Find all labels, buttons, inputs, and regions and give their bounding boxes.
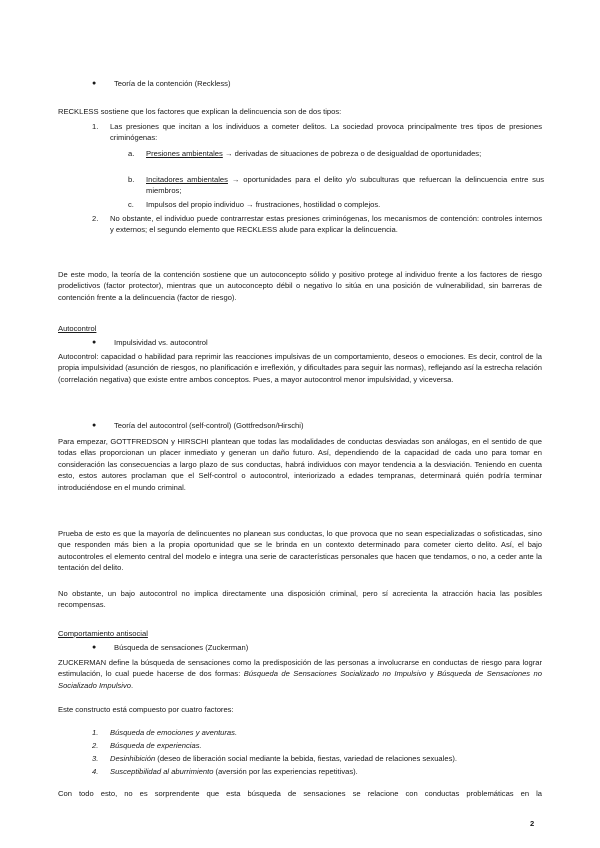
bullet-dot-icon: ● (92, 339, 97, 346)
factor-number: 3. (92, 754, 99, 763)
sub-text (146, 148, 544, 159)
gottfredson-paragraph: Para empezar, GOTTFREDSON y HIRSCHI plantean que todas las modalidades de conductas desviadas son análogas, en el sentido de que todas ellas proporcionan un placer inmediato y generan un daño futuro. Así, dependiendo de la capacidad de cada uno para tomar en consideración las consecuencias a largo plazo de sus conductas, habrá individuos con mayor tendencia a la desviación. Teniendo en cuenta esto, estos autores proclaman que el Self-control o autocontrol, interiorizado a edades tempranas, determinará quién podría terminar introduciéndose en el mundo criminal. (58, 437, 542, 492)
item-number: 1. (92, 122, 99, 131)
item-number: 2. (92, 214, 99, 223)
sub-rest: → derivadas de situaciones de pobreza o de desigualdad de oportunidades; (224, 149, 482, 158)
para-italic: Búsqueda de Sensaciones no Socializado Impulsivo (58, 669, 542, 690)
para-italic: Búsqueda de Sensaciones Socializado no Impulsivo (243, 669, 427, 679)
prueba-paragraph: Prueba de esto es que la mayoría de delincuentes no planean sus conductas, lo que provoca que no sean especializadas o sofisticadas, sino que responden más bien a la propia oportunidad que se le brinda en un contexto determinado para cometer cierto delito. Así, el bajo autocontroles el elemento central del modelo e integra una serie de características personales que hacen que tendamos, o no, a ceder ante la tentación del delito. (58, 529, 542, 573)
bullet-dot-icon: ● (92, 644, 97, 651)
bullet-dot-icon: ● (92, 422, 97, 429)
no-obstante-paragraph: No obstante, un bajo autocontrol no implica directamente una disposición criminal, pero sí acrecienta la atracción hacia las posibles recompensas. (58, 589, 542, 610)
final-paragraph: Con todo esto, no es sorprendente que esta búsqueda de sensaciones se relacione con conductas problemáticas en la (58, 789, 542, 798)
bullet-title: Impulsividad vs. autocontrol (114, 338, 208, 347)
item-text: No obstante, el individuo puede contrarrestar estas presiones criminógenas, los mecanismos de contención: controles internos y externos; el segundo elemento que RECKLESS alude para explicar la delincuencia. (110, 214, 542, 235)
factor-rest: (deseo de liberación social mediante la bebida, fiestas, variedad de relaciones sexuales). (157, 754, 458, 763)
autocontrol-definition: Autocontrol: capacidad o habilidad para reprimir las reacciones impulsivas de un comportamiento, deseos o emociones. Es decir, control de la propia impulsividad (asunción de riesgos, no planificación e irreflexión, y dificultades para seguir las normas), reflejando así la estrecha relación (correlación negativa) que existe entre ambos conceptos. Pues, a mayor autocontrol menor impulsividad, y viceversa. (58, 352, 542, 384)
para-text: ZUCKERMAN define la búsqueda de sensaciones como la predisposición de las personas a involucrarse en conductas de riesgo para lograr estimulación, lo cual puede hacerse de dos formas: (58, 658, 542, 679)
sub-text (146, 174, 544, 197)
page-number: 2 (530, 819, 535, 828)
sub-letter: b. (128, 175, 135, 184)
item-text: Las presiones que incitan a los individuos a cometer delitos. La sociedad provoca principalmente tres tipos de presiones criminógenas: (110, 122, 542, 143)
para-text: y (429, 669, 434, 679)
heading-comportamiento: Comportamiento antisocial (58, 629, 148, 638)
sub-letter: c. (128, 200, 134, 209)
factor-number: 4. (92, 767, 99, 776)
heading-autocontrol: Autocontrol (58, 324, 97, 333)
factor-text (110, 753, 457, 764)
factor-rest: (aversión por las experiencias repetitivas). (215, 767, 358, 776)
factor-number: 1. (92, 728, 99, 737)
factor-text: Búsqueda de experiencias. (110, 741, 202, 750)
factor-text: Búsqueda de emociones y aventuras. (110, 728, 238, 737)
bullet-title: Teoría de la contención (Reckless) (114, 79, 231, 88)
reckless-conclusion: De este modo, la teoría de la contención sostiene que un autoconcepto sólido y positivo protege al individuo frente a los factores de riesgo prodelictivos (factor protector), mientras que un autoconcepto débil o negativo lo sitúa en una posición de vulnerabilidad, sin barreras de contención frente a la delincuencia (factor de riesgo). (58, 270, 542, 302)
sub-text: Impulsos del propio individuo → frustraciones, hostilidad o complejos. (146, 200, 381, 209)
sub-label: Incitadores ambientales (146, 175, 228, 184)
factor-number: 2. (92, 741, 99, 750)
factor-text (110, 766, 358, 777)
reckless-intro: RECKLESS sostiene que los factores que explican la delincuencia son de dos tipos: (58, 107, 342, 116)
factor-label: Desinhibición (110, 754, 156, 763)
factors-intro: Este constructo está compuesto por cuatro factores: (58, 705, 234, 714)
bullet-dot-icon: ● (92, 80, 97, 87)
sub-rest: → oportunidades para el delito y/o subculturas que refuercan la delincuencia entre sus miembros; (146, 175, 544, 196)
para-text: . (131, 680, 134, 690)
bullet-title: Teoría del autocontrol (self-control) (Gottfredson/Hirschi) (114, 421, 304, 430)
factor-label: Susceptibilidad al aburrimiento (110, 767, 214, 776)
sub-label: Presiones ambientales (146, 149, 223, 158)
zuckerman-paragraph (58, 657, 542, 691)
bullet-title: Búsqueda de sensaciones (Zuckerman) (114, 643, 249, 652)
sub-letter: a. (128, 149, 135, 158)
